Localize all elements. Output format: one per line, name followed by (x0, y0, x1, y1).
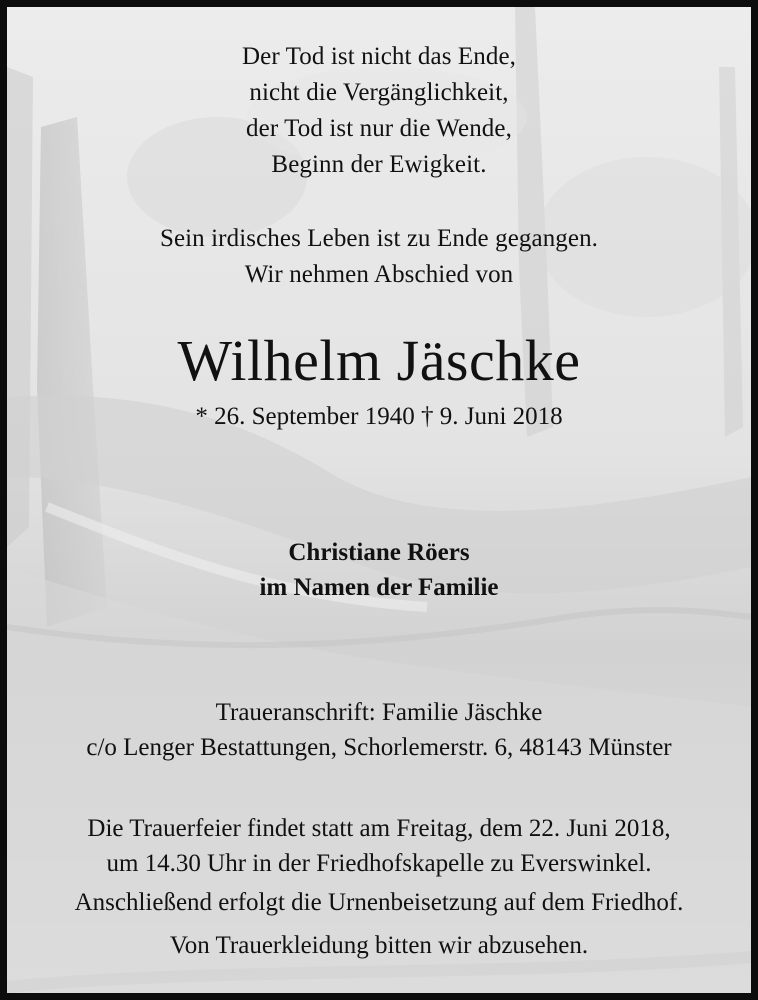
intro-line: Sein irdisches Leben ist zu Ende gegangen. (159, 225, 599, 252)
poem-line: nicht die Vergänglichkeit, (249, 79, 509, 106)
ceremony-line: Die Trauerfeier findet statt am Freitag, dem 22. Juni 2018, (87, 815, 671, 842)
intro-line: Wir nehmen Abschied von (244, 261, 514, 288)
mourner-note: im Namen der Familie (259, 574, 499, 601)
ceremony-line: Anschließend erfolgt die Urnenbeisetzung auf dem Friedhof. (74, 889, 684, 916)
poem-line: Beginn der Ewigkeit. (271, 151, 487, 178)
address-line: Traueranschrift: Familie Jäschke (215, 699, 543, 726)
ceremony-line: um 14.30 Uhr in der Friedhofskapelle zu Everswinkel. (106, 850, 652, 877)
ceremony-line: Von Trauerkleidung bitten wir abzusehen. (169, 932, 589, 959)
address-line: c/o Lenger Bestattungen, Schorlemerstr. 6, 48143 Münster (86, 734, 672, 761)
notice-content (7, 7, 751, 993)
poem-line: der Tod ist nur die Wende, (246, 115, 512, 142)
mourner-name: Christiane Röers (288, 539, 470, 566)
life-dates: * 26. September 1940 † 9. Juni 2018 (195, 403, 563, 430)
deceased-name: Wilhelm Jäschke (177, 328, 581, 393)
poem-line: Der Tod ist nicht das Ende, (241, 43, 517, 70)
